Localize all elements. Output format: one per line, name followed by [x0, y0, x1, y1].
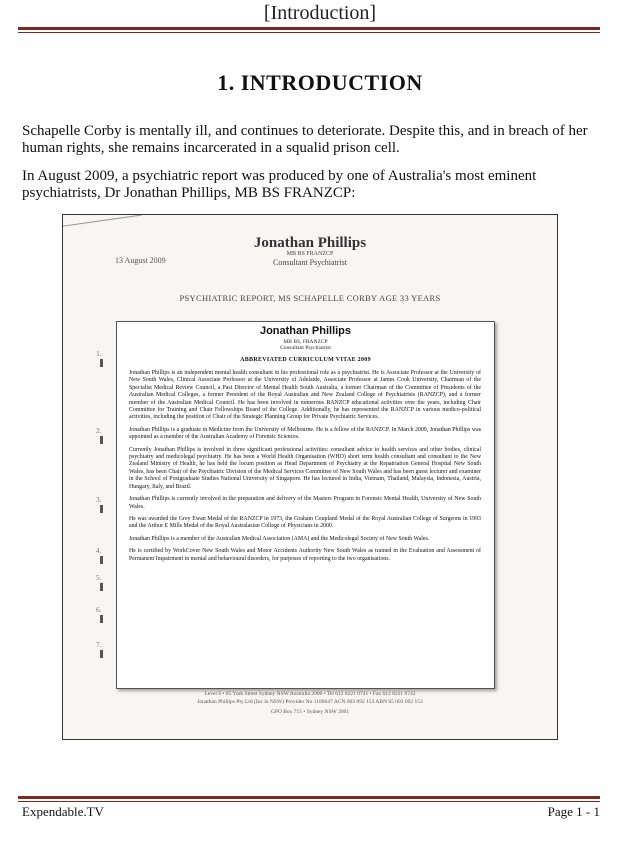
- footer-po-box-line: GPO Box 715 • Sydney NSW 2001: [270, 709, 350, 715]
- cv-paragraph: Jonathan Phillips is currently involved in the preparation and delivery of the Masters Program in Forensic Mental Health, University of New South Wales.: [129, 496, 481, 510]
- footer-site-name: Expendable.TV: [22, 804, 104, 819]
- cv-paragraph: He was awarded the Grey Ewan Medal of the RANZCP in 1973, the Graham Coupland Medal of the Royal Australian College of Surgeons in 1993 and the Arthur E Mills Medal of the Royal Australasian College of Physicians in 2000.: [129, 515, 481, 530]
- cv-paragraph: He is certified by WorkCover New South Wales and Motor Accidents Authority New South Wales as trained in the Evaluation and Assessment of Permanent Impairment in mental and behavioural disorders, for purposes of reporting to the two organisations.: [129, 548, 481, 562]
- cv-paragraph: Jonathan Phillips is a member of the Australian Medical Association (AMA) and the Medicolegal Society of New South Wales.: [129, 535, 430, 542]
- scan-mark: [63, 214, 144, 236]
- running-header: [Introduction]: [263, 2, 377, 24]
- footer-address-line: Level 6 • 65 York Street Sydney NSW Australia 2000 • Tel 612 8221 0741 • Fax 612 8221 0742: [204, 691, 416, 697]
- footer-rule-thick: [18, 796, 600, 799]
- footer-rule-thin: [18, 801, 600, 802]
- cv-paragraph: Currently Jonathan Phillips is involved in three significant professional activities: consultant advice to health services and other bodies, clinical psychiatry and medicolegal psychiatry. He has been a World Health Organisation (WHO) short term health consultant and consultant to the New Zealand Ministry of Health, he has held the locum position as Head Department of Psychiatry at the Repatriation General Hospital New South Wales, has been Chair of the Psychiatric Division of the Medical Services Committee of New South Wales and has been guest lecturer and examiner in the School of Postgraduate Studies National University of Singapore. He has lectured in India, Vietnam, Thailand, Malaysia, Indonesia, Austria, Hungary, Italy, and Brazil.: [129, 446, 481, 490]
- margin-number: 3.: [96, 495, 108, 513]
- header-rule-thick: [18, 27, 600, 30]
- margin-number: 6.: [96, 605, 108, 623]
- cv-role: Consultant Psychiatrist: [280, 345, 331, 351]
- letterhead-date: 13 August 2009: [115, 256, 166, 265]
- cv-paragraph: Jonathan Phillips is an independent mental health consultant in his professional role as a psychiatrist. He is Associate Professor at the University of New South Wales, Clinical Associate Professor at the University of Adelaide, Associate Professor at James Cook University, Chairman of the Specialist Medical Review Council, a Past Director of Mental Health South Australia, a former Chairman of the Committee of Presidents of the Australian Medical Colleges, a former President of the Royal Australian and New Zealand College of Psychiatrists (RANZCP), and a former member of the Australian Medical Council. He has been involved in numerous RANZCP educational activities over the years, including Chair Committee for Training and Chair Fellowships Board of the College. Additionally, he has represented the RANZCP in various medico-political activities, including the position of Chair of the Strategic Planning Group for Private Psychiatric Services.: [129, 370, 481, 421]
- cv-body: [129, 370, 481, 568]
- letterhead-footer: [63, 691, 557, 717]
- margin-number: 4.: [96, 546, 108, 564]
- page-title: 1. INTRODUCTION: [217, 70, 423, 95]
- header-rule-thin: [18, 32, 600, 33]
- letterhead-role: Consultant Psychiatrist: [273, 258, 347, 267]
- margin-number: 1.: [96, 349, 108, 367]
- letterhead-name: Jonathan Phillips: [253, 235, 367, 251]
- report-title: PSYCHIATRIC REPORT, MS SCHAPELLE CORBY AGE 33 YEARS: [179, 293, 441, 303]
- footer-page-number: Page 1 - 1: [547, 804, 600, 819]
- intro-paragraph-1: Schapelle Corby is mentally ill, and continues to deteriorate. Despite this, and in breach of her human rights, she remains incarcerated in a squalid prison cell.: [22, 123, 588, 156]
- footer-company-line: Jonathan Phillips Pty Ltd (Inc in NSW) Provider No 1186647 ACN 003 092 153 ABN 65 003 092 153: [197, 698, 423, 705]
- cv-credentials: MB BS, FRANZCP: [283, 339, 328, 345]
- cv-name: Jonathan Phillips: [259, 325, 352, 337]
- margin-number: 5.: [96, 573, 108, 591]
- margin-number: 2.: [96, 426, 108, 444]
- cv-heading: ABBREVIATED CURRICULUM VITAE 2009: [240, 357, 371, 363]
- intro-paragraph-2: In August 2009, a psychiatric report was produced by one of Australia's most eminent psychiatrists, Dr Jonathan Phillips, MB BS FRANZCP:: [22, 168, 537, 201]
- letterhead-credentials: MB BS FRANZCP: [286, 251, 334, 257]
- margin-number: 7.: [96, 640, 108, 658]
- cv-overlay: [116, 321, 495, 689]
- scanned-report-image: [62, 214, 558, 740]
- cv-paragraph: Jonathan Phillips is a graduate in Medicine from the University of Melbourne. He is a fellow of the RANZCP. In March 2009, Jonathan Phillips was appointed as a member of the Australian Academy of Forensic Sciences.: [129, 426, 481, 441]
